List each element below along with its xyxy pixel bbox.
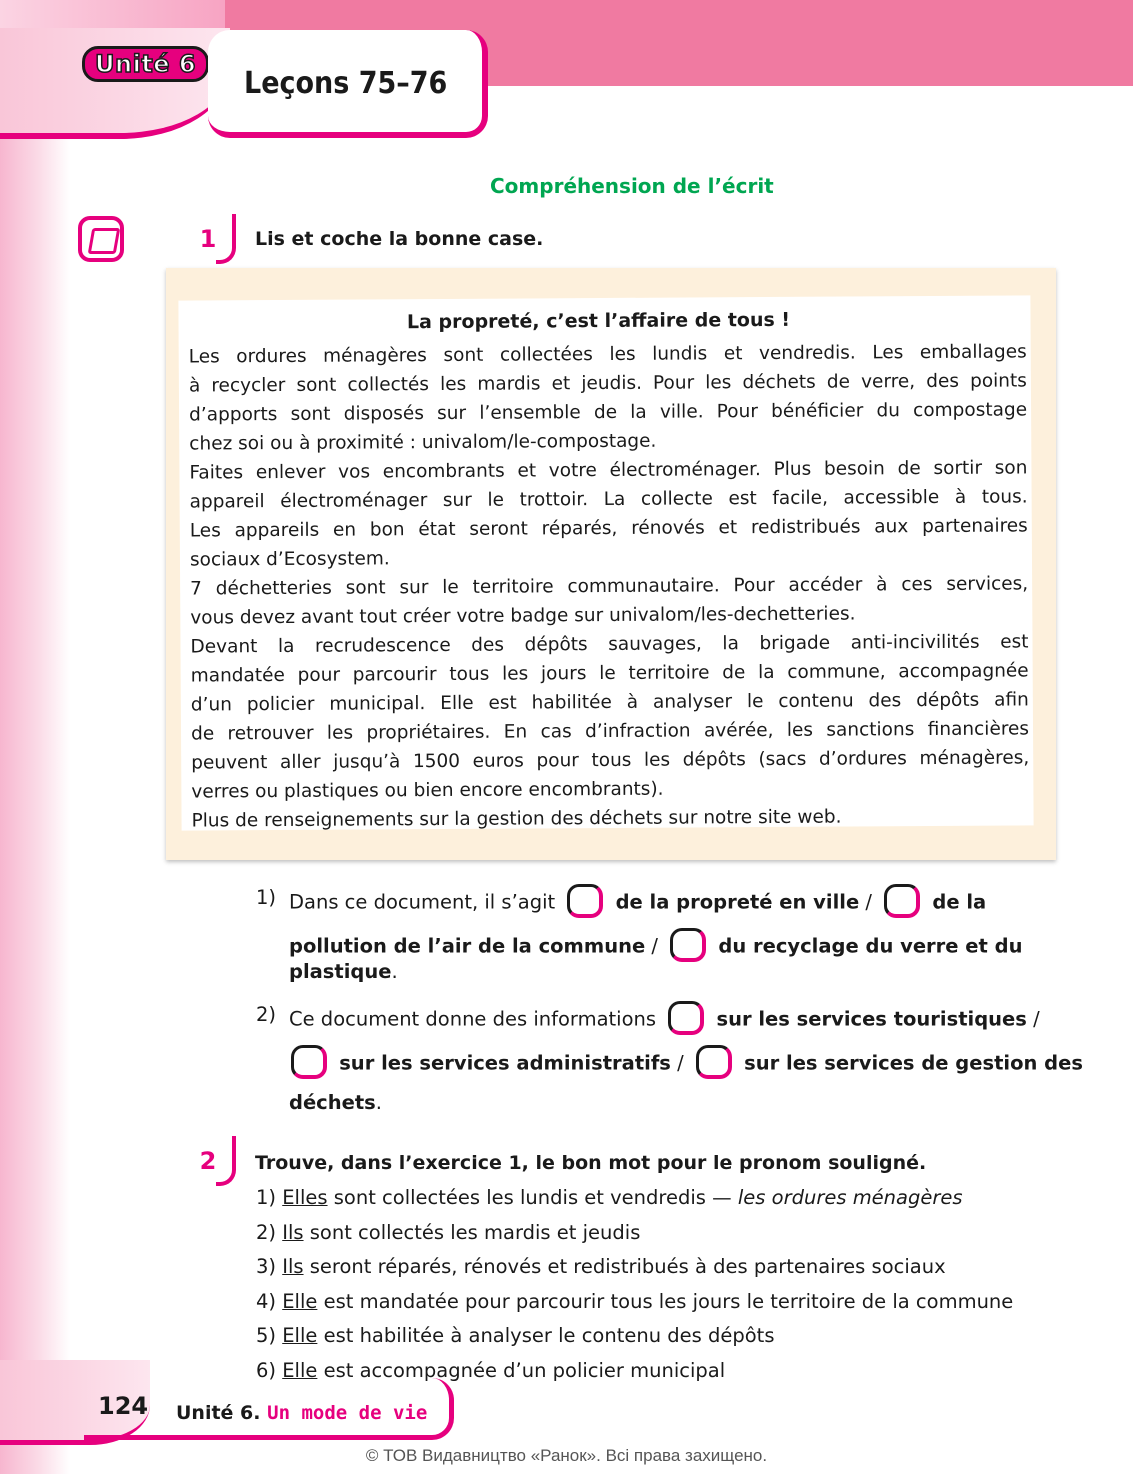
exercise-2-item <box>256 1221 640 1244</box>
exercise-2-item <box>256 1186 963 1209</box>
separator: / <box>651 934 658 958</box>
underlined-pronoun: Elle <box>282 1324 318 1347</box>
question-2-line-2 <box>285 1047 1083 1081</box>
text-line: Plus de renseignements sur la gestion des déchets sur notre site web. <box>191 806 842 832</box>
item-answer: les ordures ménagères <box>737 1186 963 1209</box>
question-1-lead: Dans ce document, il s’agit <box>289 890 556 914</box>
checkbox-q1-pollution[interactable] <box>884 884 920 918</box>
exercise-1-number: 1 <box>180 214 236 264</box>
left-decor-strip <box>0 0 70 1474</box>
underlined-pronoun: Ils <box>282 1221 304 1244</box>
exercise-2-item <box>256 1324 775 1347</box>
item-text: sont collectées les lundis et vendredis — <box>327 1186 738 1209</box>
lesson-title: Leçons 75–76 <box>244 66 448 101</box>
unit-badge: Unité 6 <box>82 46 209 82</box>
exercise-2-instruction: Trouve, dans l’exercice 1, le bon mot pour le pronom souligné. <box>255 1152 927 1174</box>
exercise-2-item <box>256 1255 946 1278</box>
period: . <box>391 960 398 983</box>
question-1-line-3 <box>289 958 398 986</box>
reading-text-body <box>189 337 1030 835</box>
unit-swoosh <box>0 28 230 139</box>
q1-option-c-end: plastique <box>289 960 392 983</box>
exercise-2-item <box>256 1290 1013 1313</box>
question-2-line-1 <box>289 1003 1040 1037</box>
q2-option-b: sur les services administratifs <box>339 1051 671 1075</box>
text-line: 7 déchetteries sont sur le territoire communautaire. Pour accéder à ces services, <box>190 573 1029 600</box>
text-line: Faites enlever vos encombrants et votre électroménager. Plus besoin de sortir son <box>189 457 1028 484</box>
item-text: est mandatée pour parcourir tous les jours le territoire de la commune <box>317 1290 1014 1313</box>
item-text: seront réparés, rénovés et redistribués à des partenaires sociaux <box>303 1255 946 1278</box>
footer-unit-number: Unité 6. <box>176 1402 261 1424</box>
text-line: d’apports sont disposés sur l’ensemble de la ville. Pour bénéficier du compostage <box>189 399 1028 426</box>
q1-option-a: de la propreté en ville <box>615 890 860 914</box>
q1-option-b-start: de la <box>932 890 987 914</box>
underlined-pronoun: Elle <box>282 1290 318 1313</box>
checkbox-q1-recyclage[interactable] <box>670 928 706 962</box>
text-line: verres ou plastiques ou bien encore encombrants). <box>191 778 664 803</box>
item-text: est habilitée à analyser le contenu des dépôts <box>317 1324 775 1347</box>
section-heading: Compréhension de l’écrit <box>490 174 774 198</box>
question-1-line-2 <box>289 930 1022 964</box>
reading-text-title: La propreté, c’est l’affaire de tous ! <box>406 308 791 334</box>
item-number: 3) <box>256 1255 277 1278</box>
exercise-2-number: 2 <box>180 1136 236 1186</box>
question-2-number: 2) <box>256 1003 277 1026</box>
q2-option-c-start: sur les services de gestion des <box>744 1051 1083 1075</box>
q1-option-b-end: pollution de l’air de la commune <box>289 934 646 958</box>
question-1-line-1 <box>289 886 986 920</box>
text-line: chez soi ou à proximité : univalom/le-compostage. <box>189 430 657 455</box>
text-line: Les appareils en bon état seront réparés, rénovés et redistribués aux partenaires <box>189 515 1028 542</box>
checkbox-q2-administratifs[interactable] <box>291 1045 327 1079</box>
item-text: sont collectés les mardis et jeudis <box>303 1221 641 1244</box>
text-line: de retrouver les propriétaires. En cas d’infraction avérée, les sanctions financières <box>190 718 1030 745</box>
item-number: 5) <box>256 1324 277 1347</box>
underlined-pronoun: Elle <box>282 1359 318 1382</box>
q2-option-c-end: déchets <box>289 1091 376 1114</box>
exercise-1-instruction: Lis et coche la bonne case. <box>255 228 544 250</box>
item-number: 6) <box>256 1359 277 1382</box>
reading-text-paper <box>178 295 1033 830</box>
checkbox-q2-touristiques[interactable] <box>668 1001 704 1035</box>
question-2-line-3 <box>289 1089 382 1117</box>
q2-option-a: sur les services touristiques <box>716 1007 1027 1031</box>
period: . <box>375 1091 382 1114</box>
item-number: 1) <box>256 1186 277 1209</box>
item-number: 4) <box>256 1290 277 1313</box>
reading-text-card <box>166 268 1056 860</box>
underlined-pronoun: Elles <box>282 1186 328 1209</box>
separator: / <box>1033 1007 1040 1031</box>
text-line: peuvent aller jusqu’à 1500 euros pour tous les dépôts (sacs d’ordures ménagères, <box>191 747 1030 774</box>
question-1-number: 1) <box>256 886 277 909</box>
text-line: appareil électroménager sur le trottoir. La collecte est facile, accessible à tous. <box>189 486 1028 513</box>
question-2-lead: Ce document donne des informations <box>289 1007 657 1031</box>
separator: / <box>865 890 872 914</box>
text-line: Les ordures ménagères sont collectées les lundis et vendredis. Les emballages <box>188 341 1027 368</box>
separator: / <box>677 1051 684 1075</box>
underlined-pronoun: Ils <box>282 1255 304 1278</box>
checkbox-q1-propreté[interactable] <box>567 884 603 918</box>
footer-unit-label <box>176 1402 427 1424</box>
text-line: Devant la recrudescence des dépôts sauvages, la brigade anti-incivilités est <box>190 631 1029 658</box>
item-number: 2) <box>256 1221 277 1244</box>
page-number: 124 <box>98 1392 149 1420</box>
text-line: à recycler sont collectés les mardis et jeudis. Pour les déchets de verre, des points <box>188 370 1027 397</box>
checkbox-q2-gestion-dechets[interactable] <box>696 1045 732 1079</box>
text-line: vous devez avant tout créer votre badge sur univalom/les-dechetteries. <box>190 603 856 629</box>
text-line: d’un policier municipal. Elle est habilitée à analyser le contenu des dépôts afin <box>190 689 1029 716</box>
q1-option-c-start: du recyclage du verre et du <box>718 934 1023 958</box>
footer-unit-name: Un mode de vie <box>267 1402 428 1424</box>
notebook-icon <box>78 216 124 262</box>
text-line: mandatée pour parcourir tous les jours le territoire de la commune, accompagnée <box>190 660 1029 687</box>
text-line: sociaux d’Ecosystem. <box>189 548 390 571</box>
copyright: © ТОВ Видавництво «Ранок». Всі права захищено. <box>365 1446 768 1465</box>
item-text: est accompagnée d’un policier municipal <box>317 1359 726 1382</box>
